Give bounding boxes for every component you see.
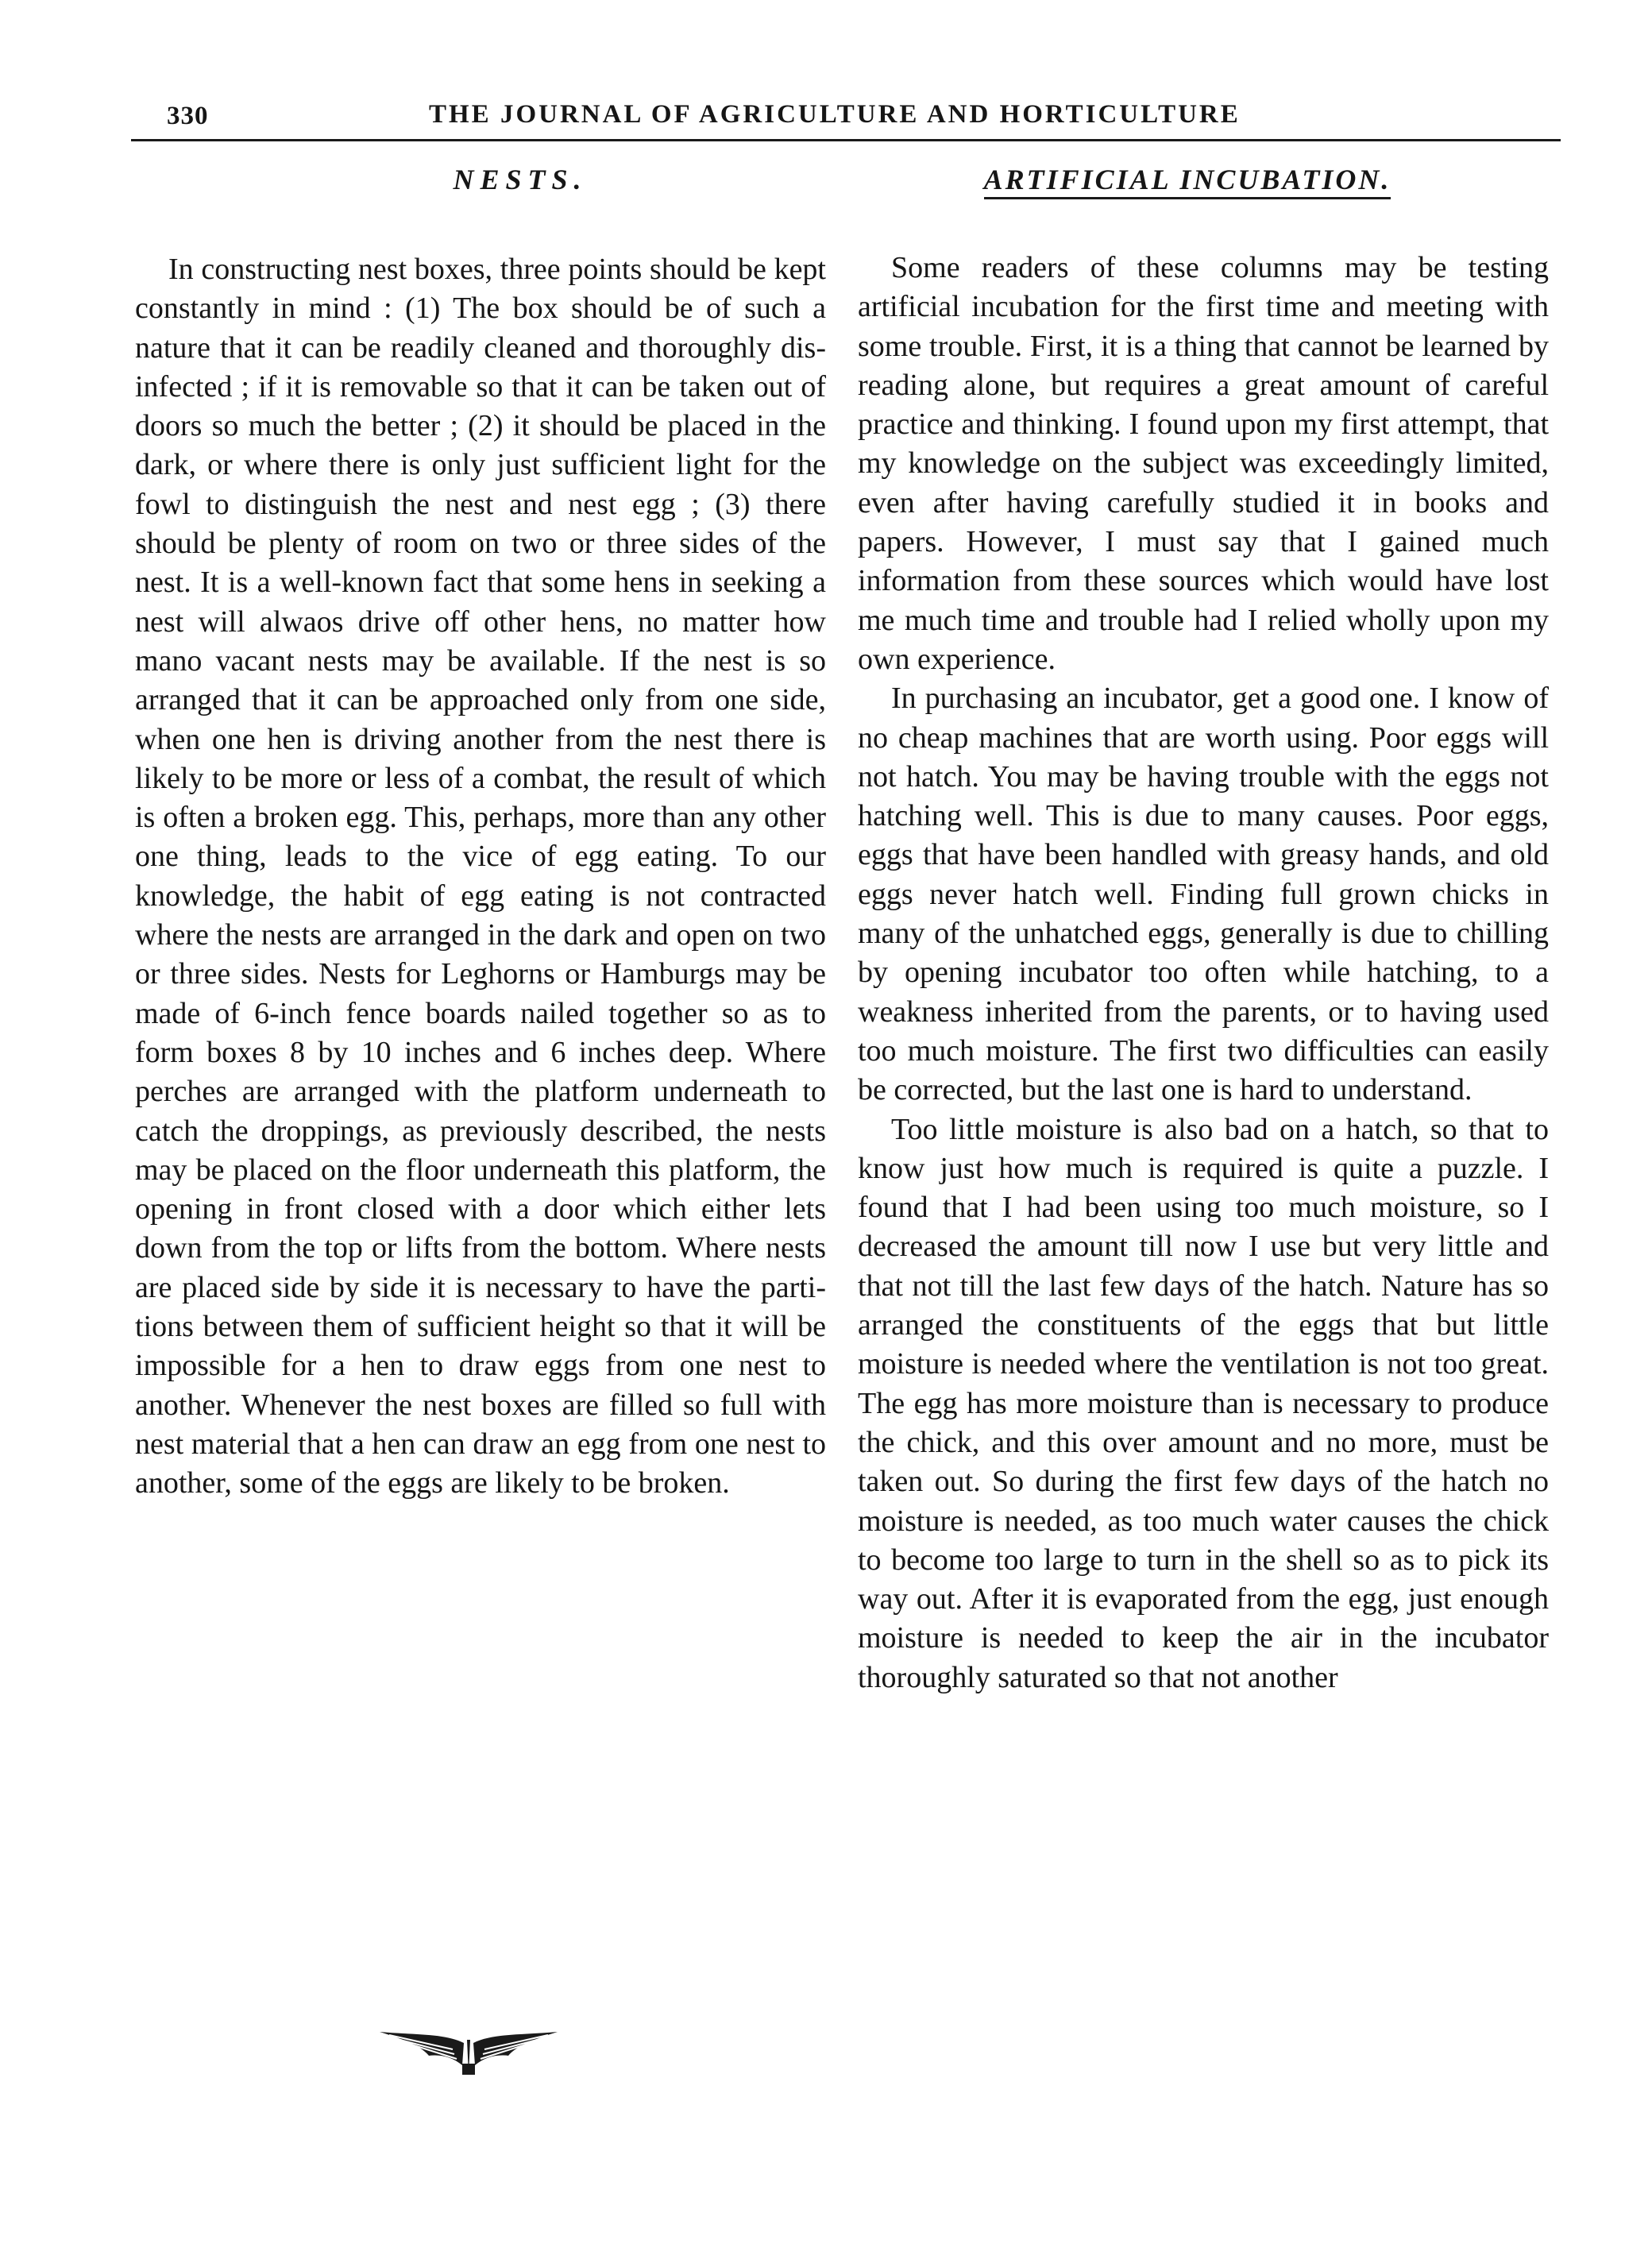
right-column <box>858 155 1549 1697</box>
article-paragraph: In purchasing an incubator, get a good one. I know of no cheap machines that are worth using. Poor eggs will not hatch. You may be having trouble with the eggs not hatching well. This is due to many causes. Poor eggs, eggs that have been handled with greasy hands, and old eggs never hatch well. Finding full grown chicks in many of the unhatched eggs, generally is due to chilling by opening incubator too often while hatching, to a weakness inherited from the parents, or to having used too much moisture. The first two difficulties can easily be corrected, but the last one is hard to understand. <box>858 682 1549 1107</box>
nests-heading: NESTS. <box>453 164 588 195</box>
nests-article-body <box>135 250 826 1504</box>
page-number: 330 <box>167 102 209 130</box>
incubation-article-body <box>858 249 1549 1697</box>
winged-ornament-icon <box>373 2018 564 2089</box>
article-paragraph: Too little moisture is also bad on a hatch, so that to know just how much is required is quite a puzzle. I found that I had been using too much moisture, so I decreased the amount till now I use but very little and that not till the last few days of the hatch. Nature has so arranged the constituents of the eggs that but little moisture is needed where the ventilation is not too great. The egg has more moisture than is necessary to produce the chick, and this over amount and no more, must be taken out. So during the first few days of the hatch no moisture is needed, as too much water causes the chick to become too large to turn in the shell so as to pick its way out. After it is evaporated from the egg, just enough moisture is needed to keep the air in the incubator thoroughly saturated so that not another <box>858 1112 1549 1694</box>
artificial-incubation-heading <box>858 163 1549 218</box>
article-paragraph: In constructing nest boxes, three points should be kept constantly in mind : (1) The box should be of such a nature that it can be readily cleaned and thoroughly disinfected ; if it is removable so that it can be taken out of doors so much the better ; (2) it should be placed in the dark, or where there is only just sufficient light for the fowl to distinguish the nest and nest egg ; (3) there should be plenty of room on two or three sides of the nest. It is a well-known fact that some hens in seeking a nest will alwaos drive off other hens, no matter how mano vacant nests may be available. If the nest is so arranged that it can be approached only from one side, when one hen is driving another from the nest there is likely to be more or less of a combat, the result of which is often a broken egg. This, perhaps, more than any other one thing, leads to the vice of egg eating. To our knowledge, the habit of egg eating is not contracted where the nests are arranged in the dark and open on two or three sides. Nests for Leghorns or Hamburgs may be made of 6-inch fence boards nailed together so as to form boxes 8 by 10 inches and 6 inches deep. Where perches are arranged with the platform underneath to catch the droppings, as previously described, the nests may be placed on the floor underneath this platform, the opening in front closed with a door which either lets down from the top or lifts from the bottom. Where nests are placed side by side it is necessary to have the partitions between them of sufficient height so that it will be impossible for a hen to draw eggs from one nest to another. Whenever the nest boxes are filled so full with nest material that a hen can draw an egg from one nest to another, some of the eggs are likely to be broken. <box>135 253 826 1500</box>
page-header <box>159 94 1557 141</box>
article-paragraph: Some readers of these columns may be testing artificial incubation for the first time and meeting with some trouble. First, it is a thing that cannot be learned by reading alone, but requires a great amount of careful practice and thinking. I found upon my first attempt, that my knowledge on the subject was exceedingly limited, even after having carefully studied it in books and papers. However, I must say that I gained much information from these sources which would have lost me much time and trouble had I relied wholly upon my own experience. <box>858 251 1549 676</box>
left-column <box>135 155 826 1504</box>
header-rule <box>131 139 1561 141</box>
heading-text: ARTIFICIAL INCUBATION. <box>984 164 1391 199</box>
journal-title: THE JOURNAL OF AGRICULTURE AND HORTICULTURE <box>429 100 1241 129</box>
